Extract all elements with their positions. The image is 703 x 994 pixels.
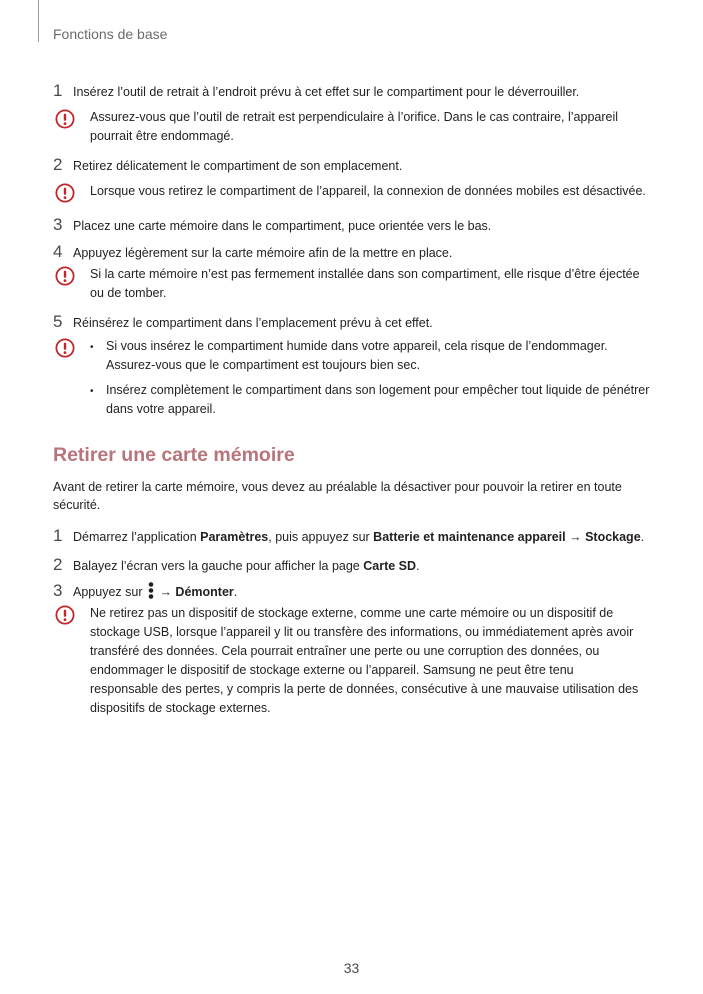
text-run: . xyxy=(416,559,420,573)
text-run: , puis appuyez sur xyxy=(268,530,374,544)
step-number: 3 xyxy=(53,215,63,234)
bullet-text: Insérez complètement le compartiment dans son logement pour empêcher tout liquide de pénétrer dans votre appareil. xyxy=(106,383,650,416)
text-run: . xyxy=(233,585,238,599)
caution-note xyxy=(55,108,655,146)
step-text xyxy=(73,582,237,604)
header-rule xyxy=(38,0,39,42)
caution-icon xyxy=(55,604,90,718)
step-number: 4 xyxy=(53,242,63,261)
bullet: • xyxy=(90,342,94,353)
caution-note xyxy=(55,265,655,303)
bullet-text: Si vous insérez le compartiment humide dans votre appareil, cela risque de l’endommager. Assurez-vous que le compartiment est toujours bien sec. xyxy=(106,339,608,372)
more-options-icon xyxy=(148,582,154,604)
list-item xyxy=(90,337,655,375)
step-number: 5 xyxy=(53,312,63,331)
remove-step-3 xyxy=(53,581,663,604)
text-run: Démarrez l’application xyxy=(73,530,201,544)
storage-menu: Stockage xyxy=(585,530,641,544)
caution-note xyxy=(55,182,655,206)
note-text: Si la carte mémoire n’est pas fermement installée dans son compartiment, elle risque d’être éjectée ou de tomber. xyxy=(90,267,640,300)
step-text: Réinsérez le compartiment dans l’emplacement prévu à cet effet. xyxy=(73,316,433,330)
step-1 xyxy=(53,81,663,101)
bullet: • xyxy=(90,386,94,397)
settings-app-name: Paramètres xyxy=(200,530,269,544)
caution-icon xyxy=(55,337,90,425)
caution-icon xyxy=(55,182,90,206)
caution-icon xyxy=(55,108,90,146)
caution-note xyxy=(55,604,645,718)
arrow: → xyxy=(565,530,586,544)
sd-card-page: Carte SD xyxy=(363,559,417,573)
note-text: Lorsque vous retirez le compartiment de l’appareil, la connexion de données mobiles est désactivée. xyxy=(90,184,646,198)
text-run: Appuyez sur xyxy=(73,585,146,599)
step-number: 1 xyxy=(53,526,63,545)
page-number: 33 xyxy=(343,960,360,976)
step-text: Insérez l’outil de retrait à l’endroit prévu à cet effet sur le compartiment pour le déverrouiller. xyxy=(73,85,580,99)
step-text: Appuyez légèrement sur la carte mémoire afin de la mettre en place. xyxy=(73,246,453,260)
note-bullet-list xyxy=(90,337,655,425)
caution-note xyxy=(55,337,655,425)
arrow: → xyxy=(155,585,176,599)
list-item xyxy=(90,381,655,419)
step-text xyxy=(73,528,644,546)
step-4 xyxy=(53,242,663,262)
step-number: 2 xyxy=(53,155,63,174)
step-number: 2 xyxy=(53,555,63,574)
section-intro: Avant de retirer la carte mémoire, vous devez au préalable la désactiver pour pouvoir la retirer en toute sécurité. xyxy=(53,480,622,512)
note-text: Assurez-vous que l’outil de retrait est perpendiculaire à l’orifice. Dans le cas contraire, l’appareil pourrait être endommagé. xyxy=(90,110,619,143)
step-text: Retirez délicatement le compartiment de son emplacement. xyxy=(73,159,403,173)
text-run: Balayez l’écran vers la gauche pour afficher la page xyxy=(73,559,364,573)
step-5 xyxy=(53,312,663,332)
step-text xyxy=(73,557,420,575)
remove-step-2 xyxy=(53,555,663,575)
unmount-option: Démonter xyxy=(175,585,234,599)
caution-icon xyxy=(55,265,90,303)
step-3 xyxy=(53,215,663,235)
note-text: Ne retirez pas un dispositif de stockage externe, comme une carte mémoire ou un dispositif de stockage USB, lorsque l’appareil y lit ou transfère des informations, ou immédiatement après avoir transféré des données. Cela pourrait entraîner une perte ou une corruption des données, ou endommager le dispositif de stockage externe ou l’appareil. Samsung ne peut être tenu responsable des pertes, y compris la perte de données, consécutive à une mauvaise utilisation des dispositifs de stockage externes. xyxy=(90,606,639,715)
section-heading: Retirer une carte mémoire xyxy=(53,444,295,466)
step-number: 1 xyxy=(53,81,63,100)
text-run: . xyxy=(640,530,645,544)
step-text: Placez une carte mémoire dans le compartiment, puce orientée vers le bas. xyxy=(73,219,492,233)
battery-maintenance-menu: Batterie et maintenance appareil xyxy=(373,530,566,544)
remove-step-1 xyxy=(53,526,663,546)
step-number: 3 xyxy=(53,581,63,600)
step-2 xyxy=(53,155,663,175)
page-section-header: Fonctions de base xyxy=(53,26,168,42)
